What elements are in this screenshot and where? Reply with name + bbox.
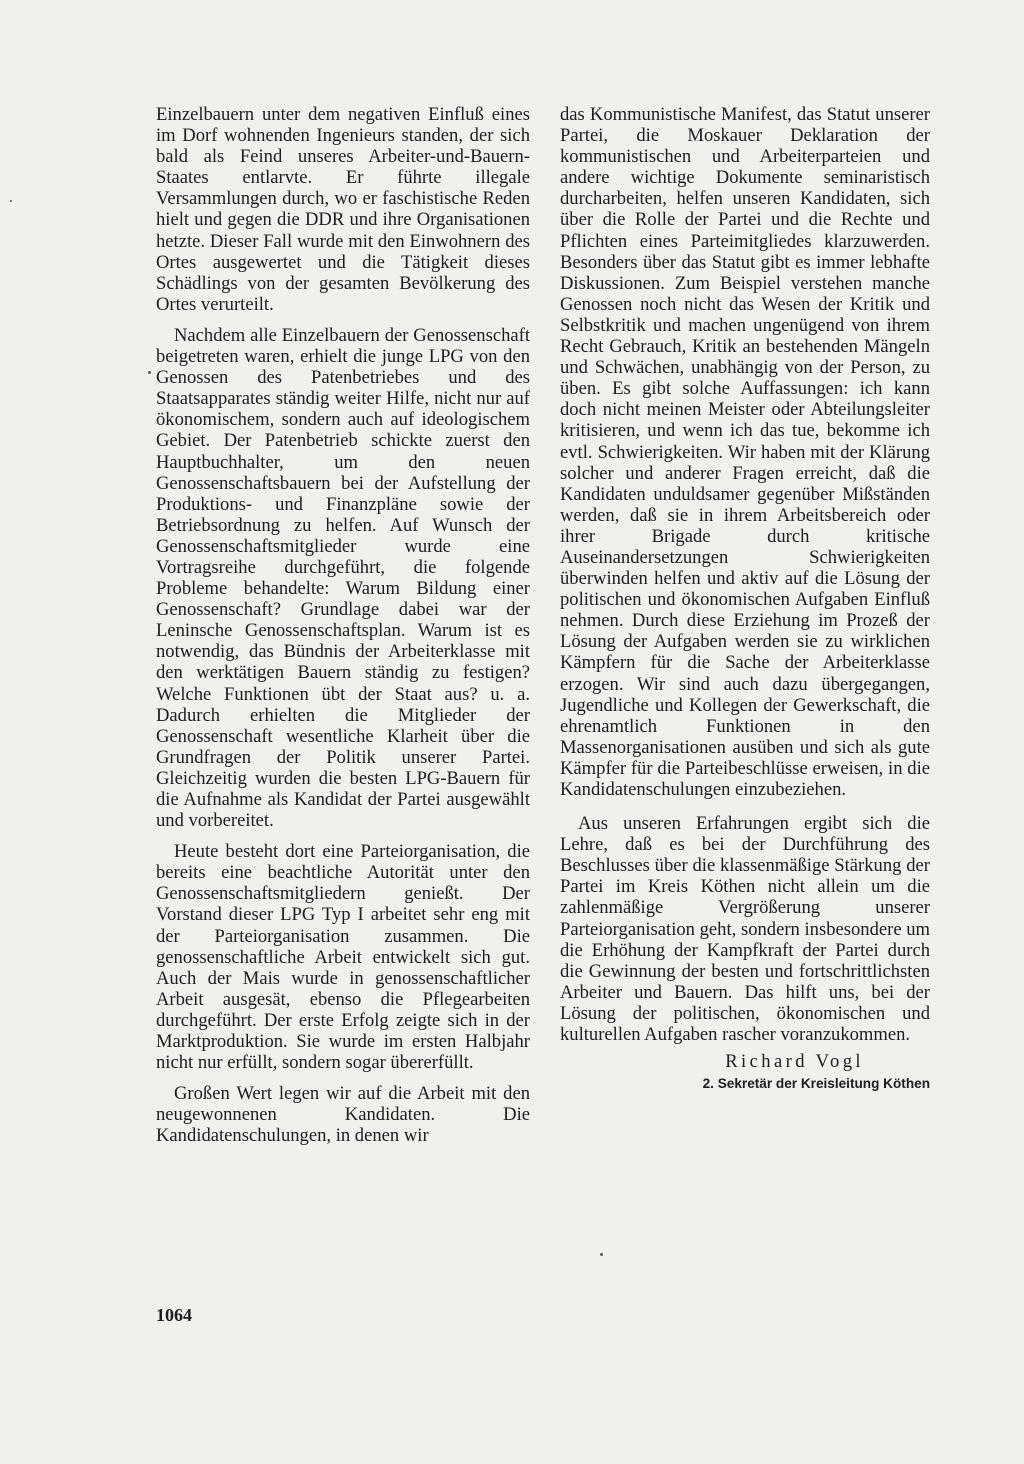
paragraph: Aus unseren Erfahrungen ergibt sich die Lehre, daß es bei der Durchführung des Beschlusses über die klassenmäßige Stärkung der Partei im Kreis Köthen nicht allein um die zahlenmäßige Vergrößerung unserer Parteiorganisation geht, sondern insbesondere um die Erhöhung der Kampfkraft der Partei durch die Gewinnung der besten und fortschrittlichsten Arbeiter und Bauern. Das hilft uns, bei der Lösung der politischen, ökonomischen und kulturellen Aufgaben rascher voranzukommen. (560, 813, 930, 1046)
scan-speck (148, 371, 151, 374)
paragraph: Einzelbauern unter dem negativen Einfluß eines im Dorf wohnenden Ingenieurs standen, der sich bald als Feind unseres Arbeiter-und-Bauern-Staates entlarvte. Er führte illegale Versammlungen durch, wo er faschistische Reden hielt und gegen die DDR und ihre Organisationen hetzte. Dieser Fall wurde mit den Einwohnern des Ortes ausgewertet und die Tätigkeit dieses Schädlings von der gesamten Bevölkerung des Ortes verurteilt. (156, 104, 530, 315)
right-column (560, 104, 930, 1094)
paragraph: Heute besteht dort eine Parteiorganisation, die bereits eine beachtliche Autorität unter den Genossenschaftsmitgliedern genießt. Der Vorstand dieser LPG Typ I arbeitet sehr eng mit der Parteiorganisation zusammen. Die genossenschaftliche Arbeit entwickelt sich gut. Auch der Mais wurde in genossenschaftlicher Arbeit ausgesät, ebenso die Pflegearbeiten durchgeführt. Der erste Erfolg zeigte sich in der Marktproduktion. Sie wurde im ersten Halbjahr nicht nur erfüllt, sondern sogar übererfüllt. (156, 841, 530, 1074)
signature-role: 2. Sekretär der Kreisleitung Köthen (702, 1076, 930, 1092)
scan-speck (600, 1253, 603, 1256)
paragraph: das Kommunistische Manifest, das Statut unserer Partei, die Moskauer Deklaration der kommunistischen und Arbeiterparteien und andere wichtige Dokumente seminaristisch durcharbeiten, helfen unseren Kandidaten, sich über die Rolle der Partei und die Rechte und Pflichten eines Parteimitgliedes klarzuwerden. Besonders über das Statut gibt es immer lebhafte Diskussionen. Zum Beispiel verstehen manche Genossen noch nicht das Wesen der Kritik und Selbstkritik und machen ungenügend von ihrem Recht Gebrauch, Kritik an bestehenden Mängeln und Schwächen, unabhängig von der Person, zu üben. Es gibt solche Auffassungen: ich kann doch nicht meinen Meister oder Abteilungsleiter kritisieren, und wenn ich das tue, bekomme ich evtl. Schwierigkeiten. Wir haben mit der Klärung solcher und anderer Fragen erreicht, daß die Kandidaten unduldsamer gegenüber Mißständen werden, daß sie in ihrem Arbeitsbereich oder ihrer Brigade durch kritische Auseinandersetzungen Schwierigkeiten überwinden helfen und aktiv auf die Lösung der politischen und ökonomischen Aufgaben Einfluß nehmen. Durch diese Erziehung im Prozeß der Lösung der Aufgaben werden sie zu wirklichen Kämpfern für die Sache der Arbeiterklasse erzogen. Wir sind auch dazu übergegangen, Jugendliche und Kollegen der Gewerkschaft, die ehrenamtlich Funktionen in den Massenorganisationen ausüben und sich als gute Kämpfer für die Parteibeschlüsse erweisen, in die Kandidatenschulungen einzubeziehen. (560, 104, 930, 800)
page-number: 1064 (156, 1305, 192, 1325)
paragraph: Nachdem alle Einzelbauern der Genossenschaft beigetreten waren, erhielt die junge LPG von den Genossen des Patenbetriebes und des Staatsapparates ständig weiter Hilfe, nicht nur auf ökonomischem, sondern auch auf ideologischem Gebiet. Der Patenbetrieb schickte zuerst den Hauptbuchhalter, um den neuen Genossenschaftsbauern bei der Aufstellung der Produktions- und Finanzpläne sowie der Betriebsordnung zu helfen. Auf Wunsch der Genossenschaftsmitglieder wurde eine Vortragsreihe durchgeführt, die folgende Probleme behandelte: Warum Bildung einer Genossenschaft? Grundlage dabei war der Leninsche Genossenschaftsplan. Warum ist es notwendig, das Bündnis der Arbeiterklasse mit den werktätigen Bauern ständig zu festigen? Welche Funktionen übt der Staat aus? u. a. Dadurch erhielten die Mitglieder der Genossenschaft wesentliche Klarheit über die Grundfragen der Politik unserer Partei. Gleichzeitig wurden die besten LPG-Bauern für die Aufnahme als Kandidat der Partei ausgewählt und vorbereitet. (156, 324, 530, 832)
paragraph: Großen Wert legen wir auf die Arbeit mit den neugewonnenen Kandidaten. Die Kandidatenschulungen, in denen wir (156, 1083, 530, 1147)
left-column (156, 104, 530, 1147)
scan-speck (10, 200, 12, 202)
signature-name: Richard Vogl (725, 1051, 864, 1073)
